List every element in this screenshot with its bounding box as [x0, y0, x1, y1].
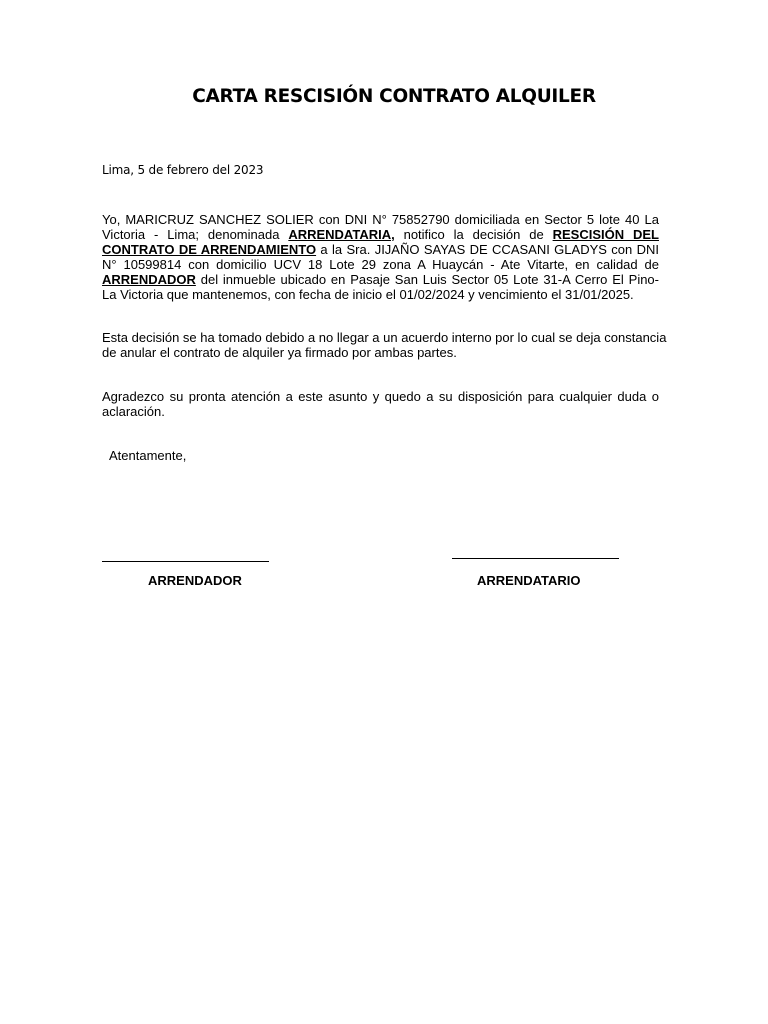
paragraph-notification [102, 212, 659, 302]
signature-label-arrendador: ARRENDADOR [148, 573, 242, 588]
closing-salutation: Atentamente, [109, 448, 187, 463]
date-line: Lima, 5 de febrero del 2023 [102, 163, 264, 177]
document-title: CARTA RESCISIÓN CONTRATO ALQUILER [192, 86, 596, 107]
paragraph-reason: Esta decisión se ha tomado debido a no llegar a un acuerdo interno por lo cual se deja constancia de anular el contrato de alquiler ya firmado por ambas partes. [102, 330, 667, 360]
signature-line-arrendador [102, 561, 269, 562]
paragraph-notification-text-4: del inmueble ubicado en Pasaje San Luis Sector 05 Lote 31-A Cerro El Pino- La Victoria que mantenemos, con fecha de inicio el 01/02/2024 y vencimiento el 31/01/2025. [102, 272, 659, 302]
role-arrendataria: ARRENDATARIA, [288, 227, 395, 242]
signature-line-arrendatario [452, 558, 619, 559]
rescission-phrase: RESCISIÓN DEL CONTRATO DE ARRENDAMIENTO [102, 227, 659, 257]
paragraph-thanks: Agradezco su pronta atención a este asunto y quedo a su disposición para cualquier duda o aclaración. [102, 389, 659, 419]
paragraph-notification-text-2: notifico la decisión de [394, 227, 553, 242]
role-arrendador: ARRENDADOR [102, 272, 196, 287]
signature-label-arrendatario: ARRENDATARIO [477, 573, 581, 588]
paragraph-notification-text-3: a la Sra. JIJAÑO SAYAS DE CCASANI GLADYS con DNI N° 10599814 con domicilio UCV 18 Lote 29 zona A Huaycán - Ate Vitarte, en calidad de [102, 242, 659, 272]
paragraph-notification-text-1: Yo, MARICRUZ SANCHEZ SOLIER con DNI N° 75852790 domiciliada en Sector 5 lote 40 La Victoria - Lima; denominada [102, 212, 659, 242]
